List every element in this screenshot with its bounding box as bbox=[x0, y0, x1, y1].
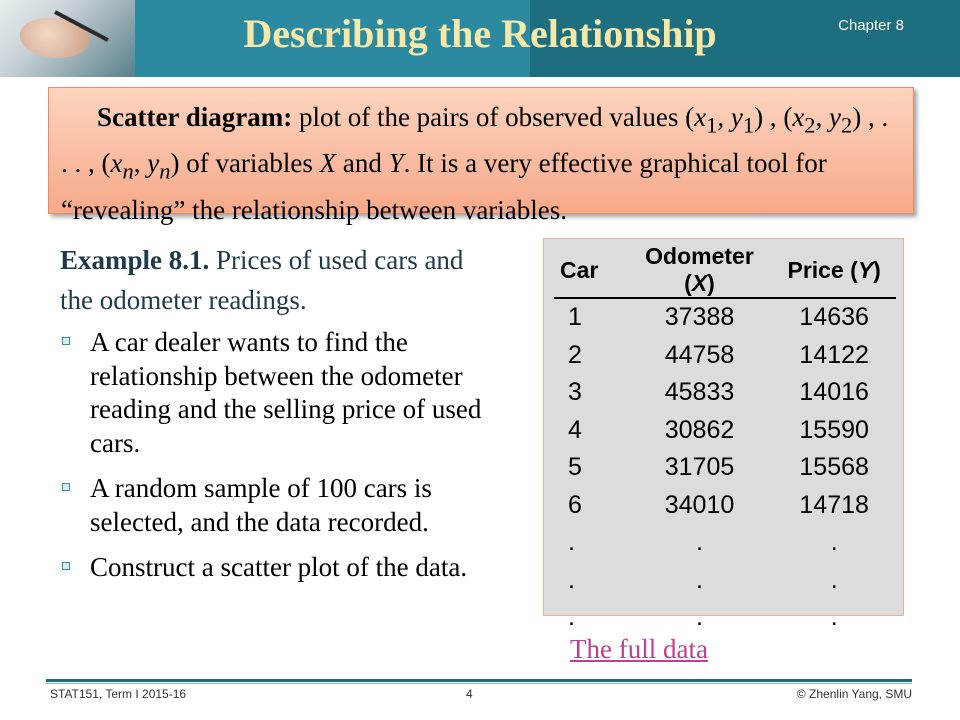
cell-price: . bbox=[830, 528, 838, 557]
table-row bbox=[554, 599, 896, 637]
bullet-item bbox=[60, 472, 500, 539]
cell-car: 5 bbox=[568, 453, 582, 482]
math-x: x bbox=[110, 148, 123, 179]
cell-car: . bbox=[568, 528, 575, 557]
square-bullet-icon bbox=[62, 483, 70, 491]
cell-price: 15568 bbox=[799, 453, 869, 482]
cell-price: . bbox=[830, 565, 838, 594]
definition-text: ) , . . . , ( bbox=[61, 102, 889, 179]
math-sub: n bbox=[122, 158, 134, 184]
definition-text: and bbox=[336, 148, 389, 179]
cell-odometer: . bbox=[696, 603, 703, 632]
math-var-x: X bbox=[319, 148, 337, 179]
math-sub: 2 bbox=[804, 112, 816, 138]
cell-price: 15590 bbox=[799, 415, 869, 444]
definition-text: plot of the pairs of observed values ( bbox=[292, 102, 695, 132]
cell-odometer: . bbox=[696, 528, 703, 557]
table-row bbox=[554, 337, 896, 375]
column-header-car: Car bbox=[554, 243, 627, 298]
cell-car: . bbox=[568, 603, 575, 632]
table-row bbox=[554, 524, 896, 562]
cell-odometer: 45833 bbox=[664, 378, 735, 407]
cell-odometer: 31705 bbox=[664, 453, 735, 482]
cell-odometer: 37388 bbox=[664, 303, 735, 332]
cell-odometer: 44758 bbox=[664, 340, 735, 369]
cell-odometer: . bbox=[696, 565, 703, 594]
slide-header bbox=[0, 0, 960, 77]
cell-price: 14122 bbox=[799, 340, 869, 369]
footer-course: STAT151, Term I 2015-16 bbox=[50, 687, 187, 701]
table-row bbox=[554, 374, 896, 412]
column-header-odometer: Odometer (X) bbox=[627, 243, 773, 298]
example-heading bbox=[60, 240, 500, 320]
cell-car: 2 bbox=[568, 340, 582, 369]
data-table bbox=[554, 243, 896, 637]
math-sub: n bbox=[159, 158, 171, 184]
math-y: y bbox=[147, 148, 160, 179]
definition-text: ) , bbox=[754, 102, 784, 132]
bullet-text: Construct a scatter plot of the data. bbox=[90, 552, 468, 582]
example-label: Example 8.1. bbox=[60, 245, 210, 275]
cell-price: 14016 bbox=[799, 378, 869, 407]
definition-box: Scatter diagram: plot of the pairs of observed values ($x_1$, $y_1$) , ($x_2$, $y_2$) , . . . , ($x_n$, $y_n$) of variables X and Y. It is a very effective graphical tool for “revealing” the relationship between variables. bbox=[48, 87, 914, 214]
bullet-list bbox=[60, 326, 500, 597]
cell-price: 14636 bbox=[799, 303, 869, 332]
cell-car: 3 bbox=[568, 378, 582, 407]
bullet-item bbox=[60, 326, 500, 460]
table-row bbox=[554, 562, 896, 600]
column-header-price: Price (Y) bbox=[772, 243, 896, 298]
math-y: y bbox=[730, 102, 743, 132]
footer-divider bbox=[46, 679, 912, 682]
table-row bbox=[554, 487, 896, 525]
cell-price: . bbox=[830, 603, 838, 632]
bullet-text: A random sample of 100 cars is selected, and the data recorded. bbox=[90, 473, 432, 537]
data-table-panel bbox=[543, 238, 904, 632]
table-row bbox=[554, 412, 896, 450]
cell-odometer: 34010 bbox=[664, 490, 735, 519]
cell-car: . bbox=[568, 565, 575, 594]
math-x: x bbox=[792, 102, 805, 132]
cell-car: 1 bbox=[568, 303, 582, 332]
chapter-label: Chapter 8 bbox=[838, 17, 904, 34]
slide-title: Describing the Relationship bbox=[243, 11, 717, 56]
definition-term: Scatter diagram: bbox=[97, 102, 293, 132]
definition-text: ) of variables bbox=[170, 148, 320, 179]
cell-car: 6 bbox=[568, 490, 582, 519]
example-text: Prices of used cars and the odometer readings. bbox=[60, 245, 464, 315]
cell-price: 14718 bbox=[799, 490, 869, 519]
square-bullet-icon bbox=[62, 337, 70, 345]
math-x: x bbox=[694, 102, 707, 132]
math-sub: 2 bbox=[841, 112, 853, 138]
math-var-y: Y bbox=[388, 148, 404, 179]
cell-odometer: 30862 bbox=[664, 415, 735, 444]
square-bullet-icon bbox=[62, 562, 70, 570]
math-sub: 1 bbox=[706, 112, 718, 138]
bullet-text: A car dealer wants to find the relationship between the odometer reading and the selling price of used cars. bbox=[90, 327, 482, 458]
table-row bbox=[554, 449, 896, 487]
bullet-item bbox=[60, 551, 500, 585]
footer-page-number: 4 bbox=[466, 687, 473, 701]
table-row bbox=[554, 298, 896, 337]
definition-text: . It is a very effective graphical tool for “revealing” the relationship between variables. bbox=[61, 148, 827, 225]
math-sub: 1 bbox=[742, 112, 755, 138]
cell-car: 4 bbox=[568, 415, 582, 444]
footer-copyright: © Zhenlin Yang, SMU bbox=[796, 687, 912, 701]
full-data-link[interactable]: The full data bbox=[570, 634, 708, 664]
math-y: y bbox=[829, 102, 842, 132]
footer-divider-thin bbox=[46, 683, 912, 684]
table-header-row bbox=[554, 243, 896, 298]
